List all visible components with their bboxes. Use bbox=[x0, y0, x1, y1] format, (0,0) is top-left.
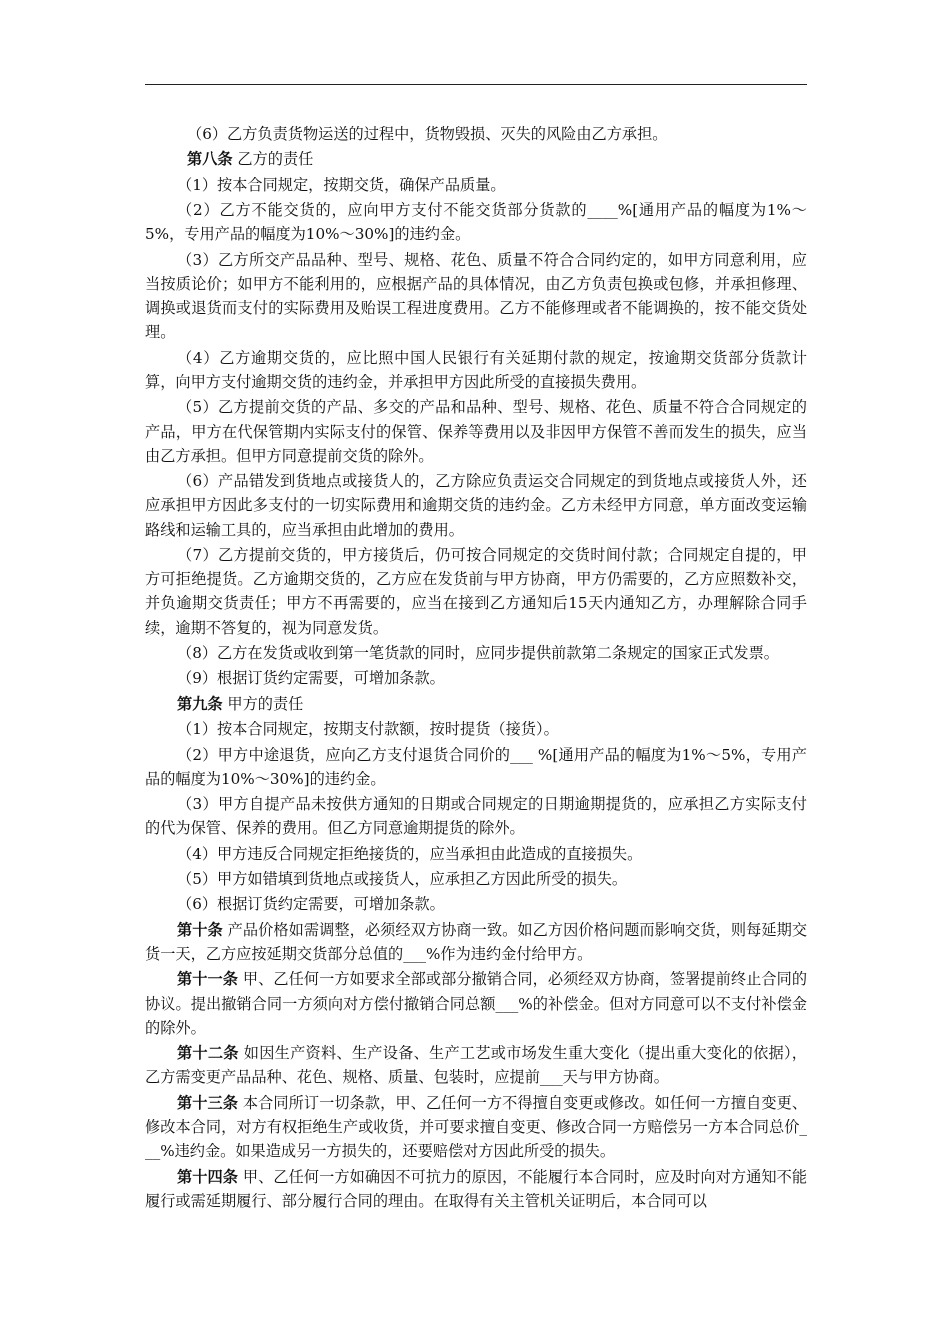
paragraph-text: （6）乙方负责货物运送的过程中，货物毁损、灭失的风险由乙方承担。 bbox=[187, 125, 668, 143]
clause-paragraph bbox=[145, 641, 807, 665]
article-paragraph bbox=[145, 1091, 807, 1164]
article-paragraph bbox=[145, 692, 807, 716]
clause-paragraph bbox=[145, 122, 807, 146]
paragraph-text: （3）乙方所交产品品种、型号、规格、花色、质量不符合合同约定的，如甲方同意利用，应当按质论价；如甲方不能利用的，应根据产品的具体情况，由乙方负责包换或包修，并承担修理、调换或退货而支付的实际费用及贻误工程进度费用。乙方不能修理或者不能调换的，按不能交货处理。 bbox=[145, 250, 807, 342]
article-paragraph bbox=[145, 147, 807, 171]
header-rule bbox=[145, 84, 807, 85]
paragraph-text: 本合同所订一切条款，甲、乙任何一方不得擅自变更或修改。如任何一方擅自变更、修改本合同，对方有权拒绝生产或收货，并可要求擅自变更、修改合同一方赔偿另一方本合同总价___%违约金。如果造成另一方损失的，还要赔偿对方因此所受的损失。 bbox=[145, 1093, 808, 1161]
article-heading: 第十四条 bbox=[177, 1167, 238, 1186]
document-body bbox=[145, 122, 807, 1214]
article-heading: 第八条 bbox=[187, 150, 233, 169]
article-heading: 第十二条 bbox=[177, 1044, 239, 1063]
clause-paragraph bbox=[145, 248, 807, 345]
article-paragraph bbox=[145, 967, 807, 1040]
paragraph-text: （6）根据订货约定需要，可增加条款。 bbox=[177, 895, 445, 914]
clause-paragraph bbox=[145, 346, 807, 394]
paragraph-text: （1）按本合同规定，按期支付款额，按时提货（接货）。 bbox=[177, 720, 559, 739]
clause-paragraph bbox=[145, 867, 807, 891]
clause-paragraph bbox=[145, 743, 807, 791]
paragraph-text: （6）产品错发到货地点或接货人的，乙方除应负责运交合同规定的到货地点或接货人外，还应承担甲方因此多支付的一切实际费用和逾期交货的违约金。乙方未经甲方同意，单方面改变运输路线和运输工具的，应当承担由此增加的费用。 bbox=[145, 472, 807, 539]
paragraph-text: （3）甲方自提产品未按供方通知的日期或合同规定的日期逾期提货的，应承担乙方实际支付的代为保管、保养的费用。但乙方同意逾期提货的除外。 bbox=[145, 795, 807, 838]
clause-paragraph bbox=[145, 842, 807, 866]
paragraph-text: 甲、乙任何一方如确因不可抗力的原因，不能履行本合同时，应及时向对方通知不能履行或需延期履行、部分履行合同的理由。在取得有关主管机关证明后，本合同可以 bbox=[145, 1167, 808, 1210]
paragraph-text: （4）甲方违反合同规定拒绝接货的，应当承担由此造成的直接损失。 bbox=[177, 844, 643, 863]
paragraph-text: （9）根据订货约定需要，可增加条款。 bbox=[177, 669, 445, 688]
clause-paragraph bbox=[145, 543, 807, 640]
paragraph-text: （1）按本合同规定，按期交货，确保产品质量。 bbox=[177, 175, 506, 194]
article-paragraph bbox=[145, 918, 807, 966]
clause-paragraph bbox=[145, 173, 807, 197]
clause-paragraph bbox=[145, 395, 807, 468]
clause-paragraph bbox=[145, 198, 807, 246]
paragraph-text: （8）乙方在发货或收到第一笔货款的同时，应同步提供前款第二条规定的国家正式发票。 bbox=[177, 643, 779, 662]
paragraph-text: 甲方的责任 bbox=[222, 694, 304, 713]
article-heading: 第十一条 bbox=[177, 970, 238, 989]
paragraph-text: （5）甲方如错填到货地点或接货人，应承担乙方因此所受的损失。 bbox=[177, 870, 628, 889]
clause-paragraph bbox=[145, 666, 807, 690]
paragraph-text: （2）甲方中途退货，应向乙方支付退货合同价的___ %[通用产品的幅度为1%～5%，专用产品的幅度为10%～30%]的违约金。 bbox=[145, 745, 807, 788]
paragraph-text: 甲、乙任何一方如要求全部或部分撤销合同，必须经双方协商，签署提前终止合同的协议。提出撤销合同一方须向对方偿付撤销合同总额___%的补偿金。但对方同意可以不支付补偿金的除外。 bbox=[145, 970, 808, 1037]
paragraph-text: （5）乙方提前交货的产品、多交的产品和品种、型号、规格、花色、质量不符合合同规定的产品，甲方在代保管期内实际支付的保管、保养等费用以及非因甲方保管不善而发生的损失，应当由乙方承担。但甲方同意提前交货的除外。 bbox=[145, 398, 807, 465]
clause-paragraph bbox=[145, 892, 807, 916]
paragraph-text: （2）乙方不能交货的，应向甲方支付不能交货部分货款的____%[通用产品的幅度为1%～5%，专用产品的幅度为10%～30%]的违约金。 bbox=[145, 201, 807, 244]
clause-paragraph bbox=[145, 792, 807, 840]
paragraph-text: 乙方的责任 bbox=[232, 150, 314, 169]
article-heading: 第十三条 bbox=[177, 1093, 238, 1112]
article-heading: 第十条 bbox=[177, 920, 223, 939]
clause-paragraph bbox=[145, 717, 807, 741]
paragraph-text: （7）乙方提前交货的，甲方接货后，仍可按合同规定的交货时间付款；合同规定自提的，甲方可拒绝提货。乙方逾期交货的，乙方应在发货前与甲方协商，甲方仍需要的，乙方应照数补交，并负逾期交货责任；甲方不再需要的，应当在接到乙方通知后15天内通知乙方，办理解除合同手续，逾期不答复的，视为同意发货。 bbox=[145, 545, 807, 637]
paragraph-text: （4）乙方逾期交货的，应比照中国人民银行有关延期付款的规定，按逾期交货部分货款计算，向甲方支付逾期交货的违约金，并承担甲方因此所受的直接损失费用。 bbox=[145, 348, 807, 391]
clause-paragraph bbox=[145, 469, 807, 542]
paragraph-text: 如因生产资料、生产设备、生产工艺或市场发生重大变化（提出重大变化的依据），乙方需变更产品品种、花色、规格、质量、包装时，应提前___天与甲方协商。 bbox=[145, 1044, 807, 1087]
article-paragraph bbox=[145, 1041, 807, 1089]
article-paragraph bbox=[145, 1165, 807, 1213]
article-heading: 第九条 bbox=[177, 694, 223, 713]
paragraph-text: 产品价格如需调整，必须经双方协商一致。如乙方因价格问题而影响交货，则每延期交货一天，乙方应按延期交货部分总值的___%作为违约金付给甲方。 bbox=[145, 920, 808, 964]
